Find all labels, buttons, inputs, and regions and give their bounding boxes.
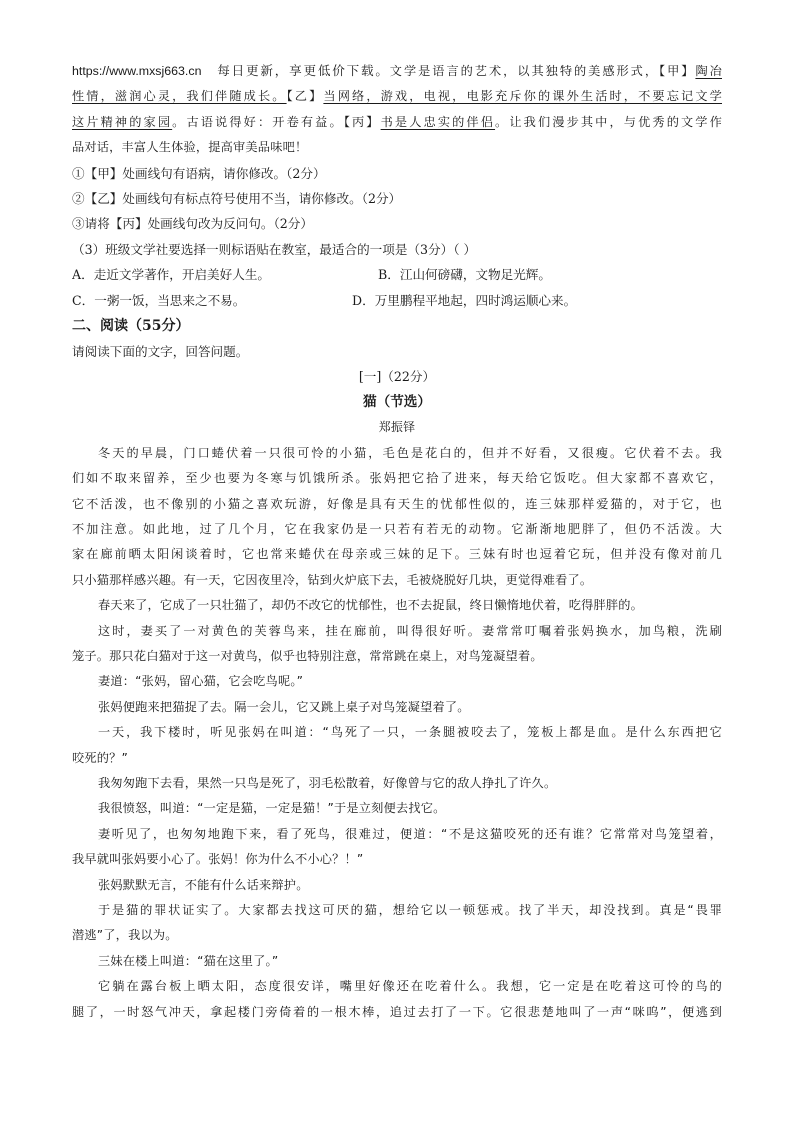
underline-yi-end: 这片精神的家园	[72, 114, 173, 129]
intro-text-3b: 。让我们漫步其中，与优秀的文学作	[495, 114, 722, 129]
underline-bing: 书是人忠实的伴侣	[380, 114, 496, 129]
options-row-2	[72, 288, 722, 313]
passage-line: 这时，妻买了一对黄色的芙蓉鸟来，挂在廊前，叫得很好听。妻常常叮嘱着张妈换水，加鸟粮，洗刷	[98, 623, 722, 638]
intro-text: 文学是语言的艺术，以其独特的美感形式，【甲】	[389, 64, 696, 78]
intro-text-3: 。古语说得好：开卷有益。【丙】	[172, 114, 381, 129]
passage-line: 家在廊前晒太阳闲谈着时，它也常来蜷伏在母亲或三妹的足下。三妹有时也逗着它玩，但并没有像对前几	[72, 547, 722, 562]
intro-line-1	[72, 58, 722, 84]
options-row-1	[72, 262, 722, 287]
option-d: D．万里鹏程平地起，四时鸿运顺心来。	[352, 292, 577, 308]
passage-line: 只小猫那样感兴趣。有一天，它因夜里冷，钻到火炉底下去，毛被烧脱好几块，更觉得难看了。	[72, 572, 593, 587]
passage-line: 咬死的？”	[72, 750, 129, 765]
underline-jia-start: 陶冶	[695, 64, 722, 78]
passage-line: 张妈便跑来把猫捉了去。隔一会儿，它又跳上桌子对鸟笼凝望着了。	[98, 699, 470, 714]
passage-line: 腿了，一时怒气冲天，拿起楼门旁倚着的一根木棒，追过去打了一下。它很悲楚地叫了一声“咪呜”，便逃到	[72, 1004, 722, 1019]
passage-line: 潜逃”了，我以为。	[72, 928, 178, 943]
intro-line-4: 品对话，丰富人生体验，提高审美品味吧！	[72, 140, 308, 155]
option-a: A．走近文学著作，开启美好人生。	[72, 267, 271, 283]
option-c: C．一粥一饭，当思来之不易。	[72, 292, 246, 308]
passage-line: 一天，我下楼时，听见张妈在叫道：“鸟死了一只，一条腿被咬去了，笼板上都是血。是什么东西把它	[98, 725, 722, 740]
passage-title: 猫（节选）	[363, 393, 431, 410]
passage-line: 冬天的早晨，门口蜷伏着一只很可怜的小猫，毛色是花白的，但并不好看，又很瘦。它伏着不去。我	[98, 445, 722, 460]
passage-line: 于是猫的罪状证实了。大家都去找这可厌的猫，想给它以一顿惩戒。找了半天，却没找到。真是“畏罪	[98, 903, 722, 917]
passage-line: 它躺在露台板上晒太阳，态度很安详，嘴里好像还在吃着什么。我想，它一定是在吃着这可怜的鸟的	[98, 979, 722, 994]
passage-line: 三妹在楼上叫道：“猫在这里了。”	[98, 953, 279, 968]
question-2: ②【乙】处画线句有标点符号使用不当，请你修改。（2分）	[72, 191, 402, 207]
passage-line: 们如不取来留养，至少也要为冬寒与饥饿所杀。张妈把它拾了进来，每天给它饭吃。但大家都不喜欢它，	[72, 471, 722, 486]
passage-line: 笼子。那只花白猫对于这一对黄鸟，似乎也特别注意，常常跳在桌上，对鸟笼凝望着。	[72, 648, 543, 663]
section-heading: 二、阅读（55分）	[72, 318, 190, 335]
intro-line-3	[72, 110, 722, 135]
promo-text: 每日更新，享更低价下载。	[215, 63, 390, 78]
question-4: （3）班级文学社要选择一则标语贴在教室，最适合的一项是（3分）（ ）	[72, 241, 477, 257]
question-1: ①【甲】处画线句有语病，请你修改。（2分）	[72, 165, 326, 181]
site-url[interactable]: https://www.mxsj663.cn	[72, 64, 202, 78]
underline-jia: 性情，滋润心灵，我们伴随成长。	[72, 89, 287, 104]
passage-line: 它不活泼，也不像别的小猫之喜欢玩游，好像是具有天生的忧郁性似的，连三妹那样爱猫的，对于它，也	[72, 496, 722, 511]
passage-line: 春天来了，它成了一只壮猫了，却仍不改它的忧郁性，也不去捉鼠，终日懒惰地伏着，吃得胖胖的。	[98, 598, 644, 613]
part-label: [一]（22分）	[358, 369, 436, 385]
passage-line: 我匆匆跑下去看，果然一只鸟是死了，羽毛松散着，好像曾与它的敌人挣扎了许久。	[98, 775, 557, 790]
passage-line: 我早就叫张妈要小心了。张妈！你为什么不小心？！”	[72, 852, 364, 867]
passage-line: 不加注意。如此地，过了几个月，它在我家仍是一只若有若无的动物。它渐渐地肥胖了，但仍不活泼。大	[72, 521, 722, 536]
passage-line: 张妈默默无言，不能有什么话来辩护。	[98, 877, 309, 892]
question-3: ③请将【丙】处画线句改为反问句。（2分）	[72, 216, 313, 232]
passage-line: 妻道：“张妈，留心猫，它会吃鸟呢。”	[98, 674, 304, 689]
option-b: B．江山何磅礴，文物足光辉。	[378, 267, 551, 283]
underline-yi: 当网络，游戏，电视，电影充斥你的课外生活时，不要忘记文学	[323, 89, 722, 104]
reading-instruction: 请阅读下面的文字，回答问题。	[72, 344, 249, 360]
passage-line: 我很愤怒，叫道：“一定是猫，一定是猫！”于是立刻便去找它。	[98, 801, 446, 816]
passage-author: 郑振铎	[378, 420, 416, 435]
passage-line: 妻听见了，也匆匆地跑下来，看了死鸟，很难过，便道：“不是这猫咬死的还有谁？它常常对鸟笼望着，	[98, 826, 722, 841]
intro-line-2	[72, 84, 722, 109]
marker-yi: 【乙】	[286, 89, 324, 104]
